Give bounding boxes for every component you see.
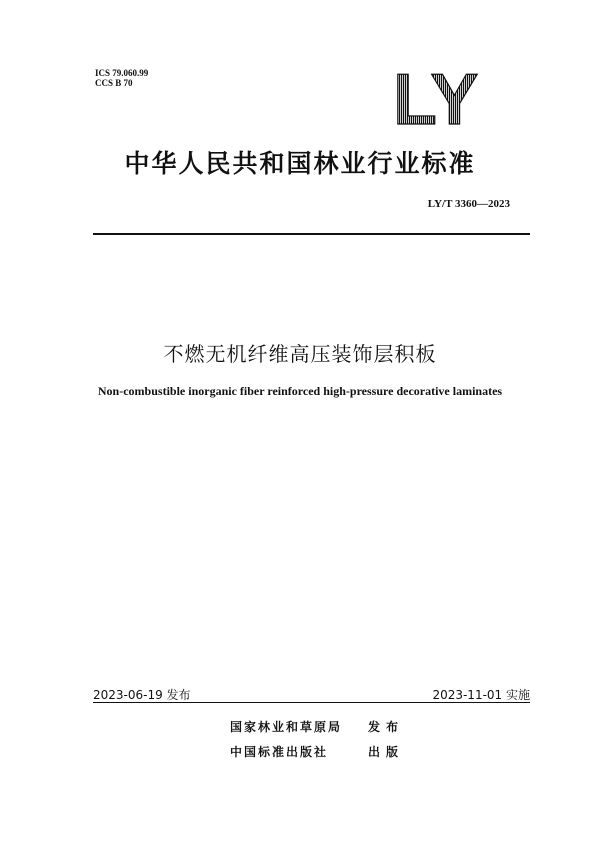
ly-logo-graphic [393,70,495,126]
bottom-divider [93,702,530,703]
issuer-role: 发布 [368,720,405,734]
implement-date: 2023-11-01 实施 [432,688,530,702]
ly-logo [393,70,495,126]
issuer-name: 国家林业和草原局 [230,720,343,734]
ics-code: ICS 79.060.99 [95,68,149,78]
document-title-en: Non-combustible inorganic fiber reinforced high-pressure decorative laminates [97,384,503,398]
standard-number: LY/T 3360—2023 [427,198,510,210]
standard-category-title: 中华人民共和国林业行业标准 [124,149,476,178]
document-title-cn: 不燃无机纤维高压装饰层积板 [163,342,437,366]
press-role: 出版 [368,745,405,759]
classification-codes [95,68,148,88]
ly-logo-text: LY [393,70,479,126]
top-divider [93,233,530,235]
press-name: 中国标准出版社 [230,745,329,759]
ccs-code: CCS B 70 [95,78,133,88]
publish-date: 2023-06-19 发布 [93,688,191,702]
